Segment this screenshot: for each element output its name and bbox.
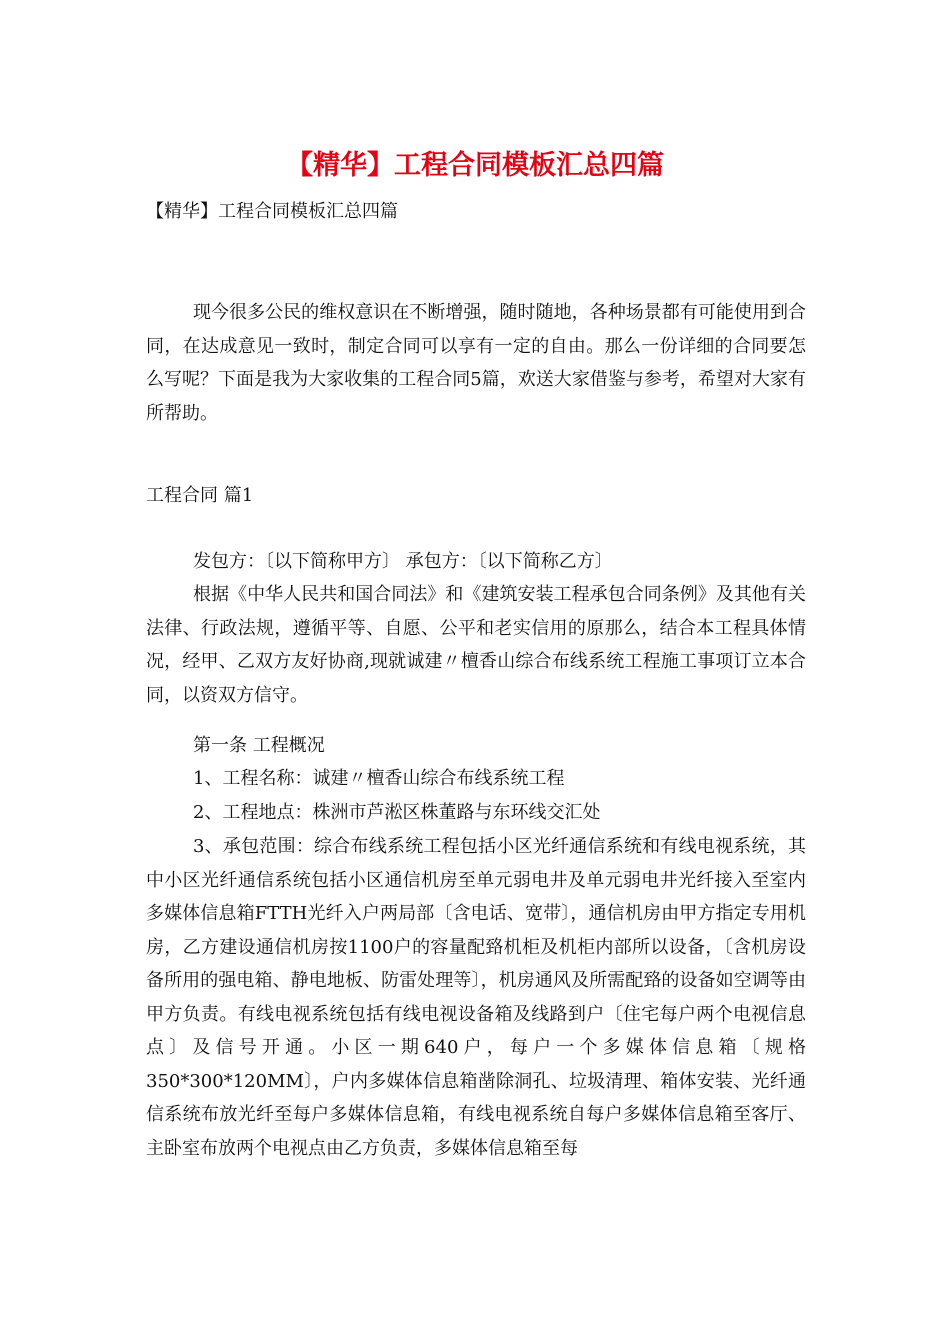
paragraph-parties: 发包方：〔以下简称甲方〕 承包方：〔以下简称乙方〕	[193, 551, 613, 572]
paragraph-project-location: 2、工程地点：株洲市芦淞区株董路与东环线交汇处	[193, 802, 601, 823]
paragraph-project-name: 1、工程名称：诚建〃檀香山综合布线系统工程	[193, 768, 565, 789]
paragraph-scope: 3、承包范围：综合布线系统工程包括小区光纤通信系统和有线电视系统，其中小区光纤通信系统包括小区通信机房至单元弱电井及单元弱电井光纤接入至室内多媒体信息箱FTTH光纤入户两局部〔含电话、宽带〕，通信机房由甲方指定专用机房，乙方建设通信机房按1100户的容量配臵机柜及机柜内部所以设备，〔含机房设备所用的强电箱、静电地板、防雷处理等〕，机房通风及所需配臵的设备如空调等由甲方负责。有线电视系统包括有线电视设备箱及线路到户〔住宅每户两个电视信息点〕及信号开通。小区一期640户，每户一个多媒体信息箱〔规格350*300*120MM〕，户内多媒体信息箱凿除洞孔、垃圾清理、箱体安装、光纤通信系统布放光纤至每户多媒体信息箱，有线电视系统自每户多媒体信息箱至客厅、主卧室布放两个电视点由乙方负责，多媒体信息箱至每	[146, 836, 806, 1159]
intro-paragraph: 现今很多公民的维权意识在不断增强，随时随地，各种场景都有可能使用到合同，在达成意见一致时，制定合同可以享有一定的自由。那么一份详细的合同要怎么写呢？下面是我为大家收集的工程合同5篇，欢送大家借鉴与参考，希望对大家有所帮助。	[146, 302, 806, 424]
paragraph-article-1: 第一条 工程概况	[193, 735, 325, 756]
document-subtitle: 【精华】工程合同模板汇总四篇	[146, 201, 398, 222]
section-heading: 工程合同 篇1	[146, 485, 254, 506]
document-title: 【精华】工程合同模板汇总四篇	[286, 150, 664, 181]
paragraph-basis: 根据《中华人民共和国合同法》和《建筑安装工程承包合同条例》及其他有关法律、行政法规，遵循平等、自愿、公平和老实信用的原那么，结合本工程具体情况，经甲、乙双方友好协商,现就诚建〃檀香山综合布线系统工程施工事项订立本合同，以资双方信守。	[146, 584, 806, 706]
